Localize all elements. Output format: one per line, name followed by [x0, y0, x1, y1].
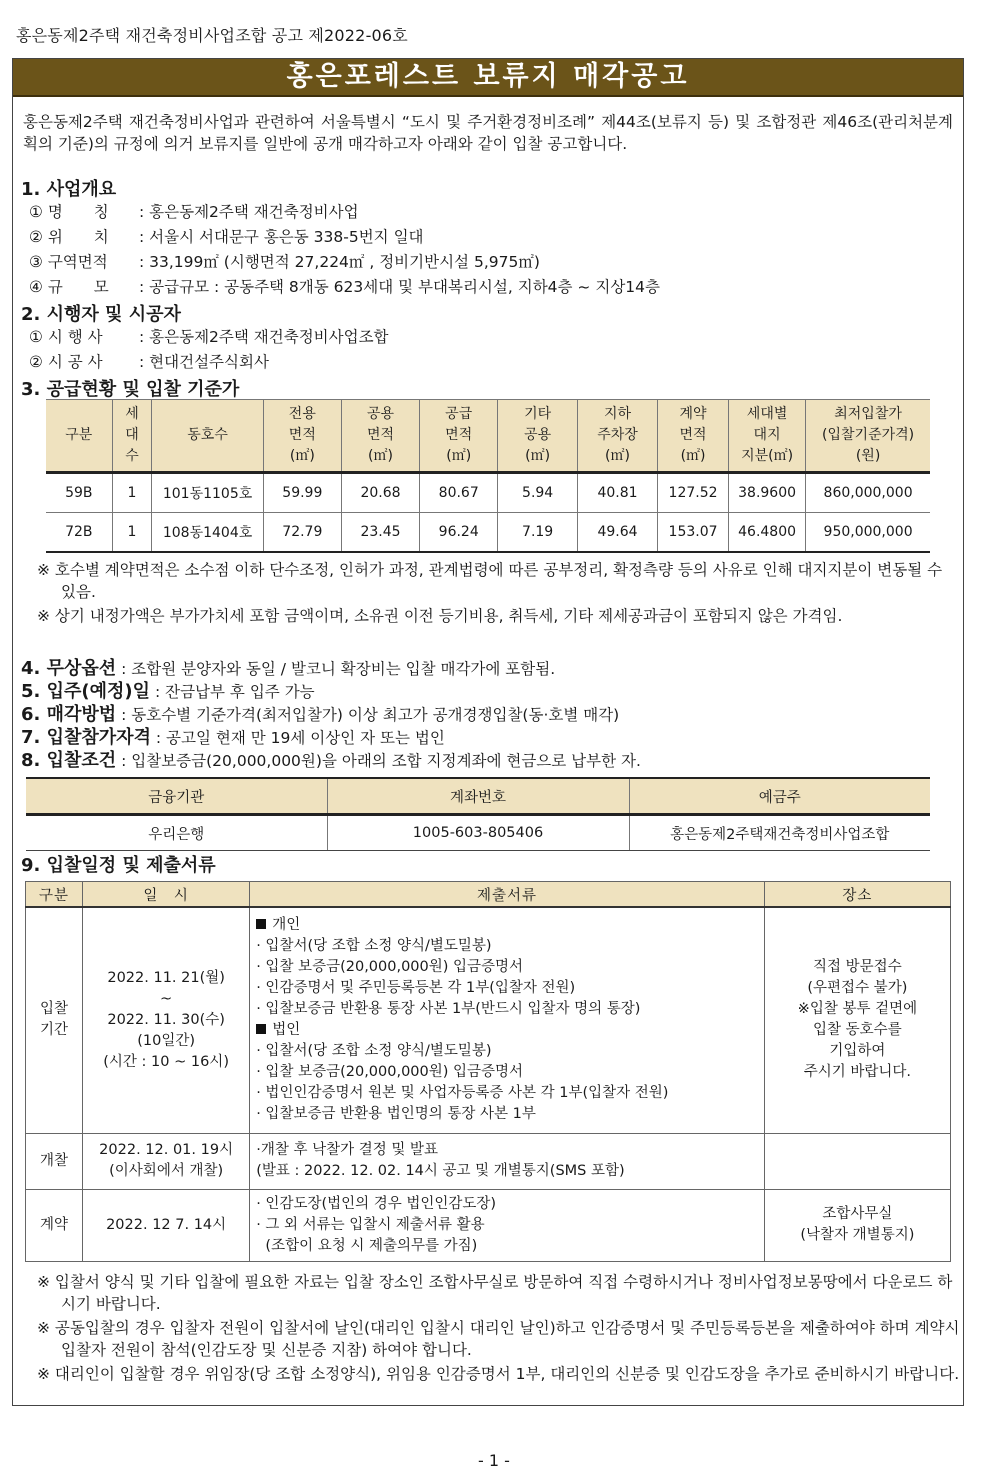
- schedule-table-header: [26, 882, 951, 908]
- list-item: · 입찰보증금 반환용 법인명의 통장 사본 1부: [256, 1106, 536, 1123]
- open-datetime: 2022. 12. 01. 19시 (이사회에서 개찰): [83, 1133, 250, 1189]
- section-7-heading: 7. 입찰참가자격: [21, 727, 151, 748]
- col-account-no: 계좌번호: [327, 778, 629, 815]
- contract-datetime: 2022. 12 7. 14시: [83, 1189, 250, 1261]
- col-documents: 제출서류: [250, 882, 765, 908]
- cell-type: 59B: [46, 473, 112, 513]
- cell-min-price: 950,000,000: [806, 513, 930, 553]
- cell-parking: 49.64: [577, 513, 657, 553]
- section-5-heading: 5. 입주(예정)일: [21, 681, 151, 702]
- section-8-heading: 8. 입찰조건: [21, 750, 117, 771]
- col-place: 장소: [764, 882, 950, 908]
- cell-contract-area: 153.07: [658, 513, 729, 553]
- bank-table-header: [26, 778, 930, 815]
- col-exclusive-area: 전용 면적 (㎡): [263, 400, 341, 473]
- cell-supply-area: 96.24: [420, 513, 498, 553]
- overview-item-location: ② 위 치 : 서울시 서대문구 홍은동 338-5번지 일대: [29, 228, 424, 246]
- bid-documents: [250, 907, 765, 1133]
- col-unit-no: 동호수: [152, 400, 263, 473]
- notice-frame: [12, 58, 964, 1406]
- col-bank: 금융기관: [26, 778, 327, 815]
- cell-parking: 40.81: [577, 473, 657, 513]
- list-item: · 인감증명서 및 주민등록등본 각 1부(입찰자 전원): [256, 980, 576, 997]
- cell-min-price: 860,000,000: [806, 473, 930, 513]
- schedule-row-open: [26, 1133, 951, 1189]
- col-other-common: 기타 공용 (㎡): [498, 400, 578, 473]
- cell-contract-area: 127.52: [658, 473, 729, 513]
- overview-item-area: ③ 구역면적 : 33,199㎡ (시행면적 27,224㎡ , 정비기반시설 5,975㎡): [29, 253, 540, 271]
- col-contract-area: 계약 면적 (㎡): [658, 400, 729, 473]
- col-parking: 지하 주차장 (㎡): [577, 400, 657, 473]
- list-item: · 입찰보증금 반환용 통장 사본 1부(반드시 입찰자 명의 통장): [256, 1001, 641, 1018]
- cell-exclusive-area: 72.79: [263, 513, 341, 553]
- corporate-heading: 법인: [256, 1020, 758, 1041]
- cell-unit-no: 108동1404호: [152, 513, 263, 553]
- schedule-table: [25, 881, 951, 1262]
- cell-land-share: 38.9600: [729, 473, 806, 513]
- list-item: · 입찰 보증금(20,000,000원) 입금증명서: [256, 959, 524, 976]
- page-number: - 1 -: [478, 1451, 510, 1470]
- operator-item: ① 시 행 사 : 홍은동제2주택 재건축정비사업조합: [29, 328, 389, 346]
- constructor-item: ② 시 공 사 : 현대건설주식회사: [29, 353, 269, 371]
- schedule-note-1: ※ 입찰서 양식 및 기타 입찰에 필요한 자료는 입찰 장소인 조합사무실로 방문하여 직접 수령하시거나 정비사업정보몽땅에서 다운로드 하시기 바랍니다.: [37, 1273, 953, 1313]
- cell-land-share: 46.4800: [729, 513, 806, 553]
- section-2-heading: 2. 시행자 및 시공자: [21, 304, 181, 325]
- section-4-value: : 조합원 분양자와 동일 / 발코니 확장비는 입찰 매각가에 포함됨.: [116, 660, 556, 678]
- col-datetime: 일 시: [83, 882, 250, 908]
- bank-account-table: [26, 777, 930, 851]
- cell-supply-area: 80.67: [420, 473, 498, 513]
- supply-table-header: [46, 400, 930, 473]
- cell-exclusive-area: 59.99: [263, 473, 341, 513]
- personal-heading: 개인: [256, 915, 758, 936]
- section-6-heading: 6. 매각방법: [21, 704, 117, 725]
- schedule-row-bid: [26, 907, 951, 1133]
- col-holder: 예금주: [629, 778, 930, 815]
- cell-unit-no: 101동1105호: [152, 473, 263, 513]
- contract-documents: · 인감도장(법인의 경우 법인인감도장) · 그 외 서류는 입찰시 제출서류 활용 (조합이 요청 시 제출의무를 가짐): [250, 1189, 765, 1261]
- cell-units: 1: [112, 513, 152, 553]
- section-5-value: : 잔금납부 후 입주 가능: [150, 683, 315, 701]
- col-category: 구분: [26, 882, 83, 908]
- bid-place: 직접 방문접수 (우편접수 불가) ※입찰 봉투 겉면에 입찰 동호수를 기입하여 주시기 바랍니다.: [764, 907, 950, 1133]
- open-place: [764, 1133, 950, 1189]
- intro-paragraph: 홍은동제2주택 재건축정비사업과 관련하여 서울특별시 “도시 및 주거환경정비조례” 제44조(보류지 등) 및 조합정관 제46조(관리처분계획의 기준)의 규정에 의거 보류지를 일반에 공개 매각하고자 아래와 같이 입찰 공고합니다.: [23, 113, 953, 153]
- contract-place: 조합사무실 (낙찰자 개별통지): [764, 1189, 950, 1261]
- cell-account-no: 1005-603-805406: [327, 815, 629, 851]
- section-8-value: : 입찰보증금(20,000,000원)을 아래의 조합 지정계좌에 현금으로 납부한 자.: [116, 752, 641, 770]
- table-row: [46, 473, 930, 513]
- cell-other-common: 5.94: [498, 473, 578, 513]
- list-item: · 입찰 보증금(20,000,000원) 입금증명서: [256, 1064, 524, 1081]
- square-bullet-icon: [256, 1024, 266, 1034]
- cell-holder: 홍은동제2주택재건축정비사업조합: [629, 815, 930, 851]
- notice-body: [13, 95, 963, 1383]
- list-item: · 입찰서(당 조합 소정 양식/별도밀봉): [256, 938, 492, 955]
- section-8: [21, 746, 641, 772]
- notice-number: 홍은동제2주택 재건축정비사업조합 공고 제2022-06호: [16, 26, 408, 45]
- square-bullet-icon: [256, 919, 266, 929]
- overview-item-scale: ④ 규 모 : 공급규모 : 공동주택 8개동 623세대 및 부대복리시설, 지하4층 ~ 지상14층: [29, 278, 660, 296]
- open-category: 개찰: [26, 1133, 83, 1189]
- col-land-share: 세대별 대지 지분(㎡): [729, 400, 806, 473]
- cell-type: 72B: [46, 513, 112, 553]
- section-7-value: : 공고일 현재 만 19세 이상인 자 또는 법인: [150, 729, 445, 747]
- table-row: [26, 815, 930, 851]
- col-supply-area: 공급 면적 (㎡): [420, 400, 498, 473]
- schedule-row-contract: [26, 1189, 951, 1261]
- bid-category: 입찰 기간: [26, 907, 83, 1133]
- supply-note-2: ※ 상기 내정가액은 부가가치세 포함 금액이며, 소유권 이전 등기비용, 취득세, 기타 제세공과금이 포함되지 않은 가격임.: [37, 607, 843, 625]
- open-details: ·개찰 후 낙찰가 결정 및 발표 (발표 : 2022. 12. 02. 14시 공고 및 개별통지(SMS 포함): [250, 1133, 765, 1189]
- contract-category: 계약: [26, 1189, 83, 1261]
- bid-period: 2022. 11. 21(월) ~ 2022. 11. 30(수) (10일간) (시간 : 10 ~ 16시): [83, 907, 250, 1133]
- col-min-price: 최저입찰가 (입찰기준가격) (원): [806, 400, 930, 473]
- section-1-heading: 1. 사업개요: [21, 179, 117, 200]
- list-item: · 입찰서(당 조합 소정 양식/별도밀봉): [256, 1043, 492, 1060]
- col-units: 세 대 수: [112, 400, 152, 473]
- schedule-note-3: ※ 대리인이 입찰할 경우 위임장(당 조합 소정양식), 위임용 인감증명서 1부, 대리인의 신분증 및 인감도장을 추가로 준비하시기 바랍니다.: [37, 1365, 960, 1383]
- overview-item-name: ① 명 칭 : 홍은동제2주택 재건축정비사업: [29, 203, 359, 221]
- list-item: · 법인인감증명서 원본 및 사업자등록증 사본 각 1부(입찰자 전원): [256, 1085, 669, 1102]
- notice-title: 홍은포레스트 보류지 매각공고: [13, 59, 963, 95]
- section-9-heading: 9. 입찰일정 및 제출서류: [21, 855, 216, 876]
- schedule-note-2: ※ 공동입찰의 경우 입찰자 전원이 입찰서에 날인(대리인 입찰시 대리인 날인)하고 인감증명서 및 주민등록등본을 제출하여야 하며 계약시 입찰자 전원이 참석(인감도장 및 신분증 지참) 하여야 합니다.: [37, 1319, 960, 1359]
- supply-note-1: ※ 호수별 계약면적은 소수점 이하 단수조정, 인허가 과정, 관계법령에 따른 공부정리, 확정측량 등의 사유로 인해 대지지분이 변동될 수 있음.: [37, 561, 943, 601]
- col-common-area: 공용 면적 (㎡): [341, 400, 419, 473]
- col-type: 구분: [46, 400, 112, 473]
- cell-other-common: 7.19: [498, 513, 578, 553]
- section-6-value: : 동호수별 기준가격(최저입찰가) 이상 최고가 공개경쟁입찰(동·호별 매각): [116, 706, 620, 724]
- cell-bank: 우리은행: [26, 815, 327, 851]
- cell-common-area: 20.68: [341, 473, 419, 513]
- cell-common-area: 23.45: [341, 513, 419, 553]
- section-4-heading: 4. 무상옵션: [21, 658, 117, 679]
- supply-table: [46, 399, 930, 553]
- cell-units: 1: [112, 473, 152, 513]
- section-3-heading: 3. 공급현황 및 입찰 기준가: [21, 379, 240, 400]
- table-row: [46, 513, 930, 553]
